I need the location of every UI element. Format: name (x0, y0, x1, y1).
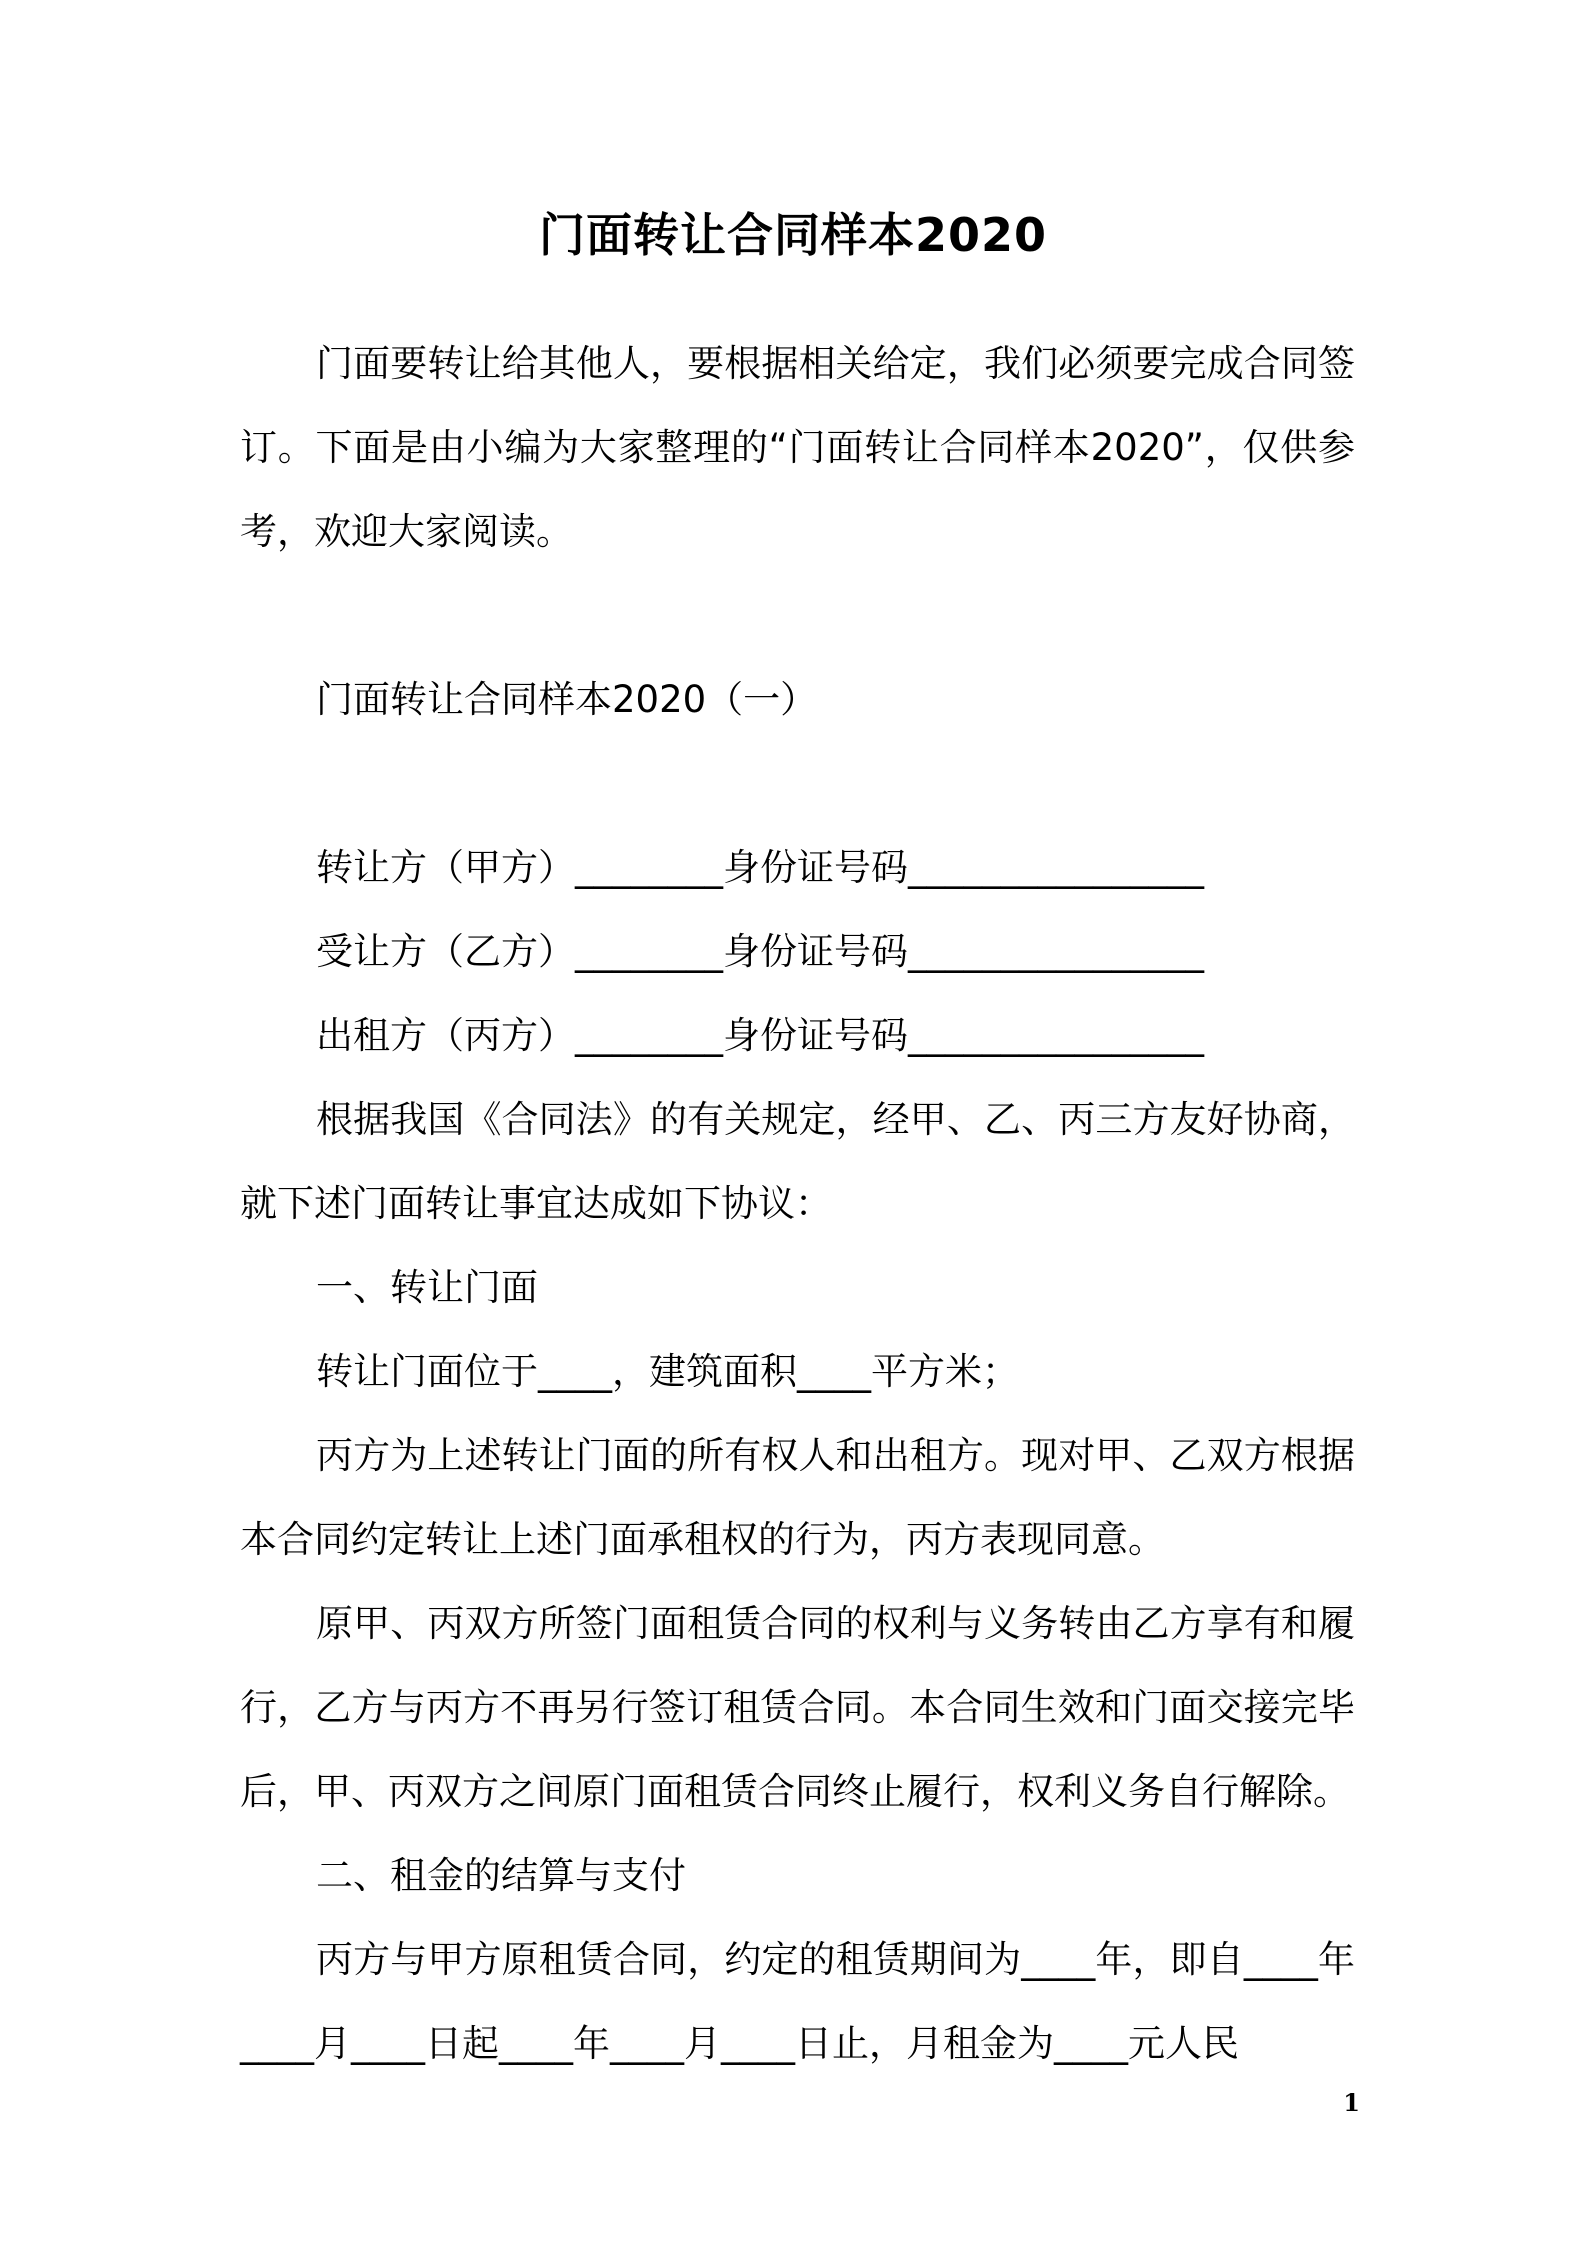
blank-line (240, 574, 1355, 658)
clause-text: 原甲、丙双方所签门面租赁合同的权利与义务转由乙方享有和履行，乙方与丙方不再另行签订租赁合同。本合同生效和门面交接完毕后，甲、丙双方之间原门面租赁合同终止履行，权利义务自行解除。 (240, 1602, 1355, 1813)
clause-heading-1: 一、转让门面 (316, 1266, 538, 1309)
blank-line (240, 742, 1355, 826)
agreement-preamble: 根据我国《合同法》的有关规定，经甲、乙、丙三方友好协商，就下述门面转让事宜达成如下协议： (240, 1098, 1355, 1225)
party-b-line: 受让方（乙方）________身份证号码________________ (316, 930, 1204, 973)
party-c-line: 出租方（丙方）________身份证号码________________ (316, 1014, 1204, 1057)
document-title: 门面转让合同样本2020 (538, 208, 1048, 262)
document-body (240, 322, 1355, 2086)
intro-paragraph: 门面要转让给其他人，要根据相关给定，我们必须要完成合同签订。下面是由小编为大家整理的“门面转让合同样本2020”，仅供参考，欢迎大家阅读。 (240, 342, 1355, 553)
clause-text: 丙方与甲方原租赁合同，约定的租赁期间为____年，即自____年____月____日起____年____月____日止，月租金为____元人民 (240, 1938, 1355, 2065)
clause-text: 丙方为上述转让门面的所有权人和出租方。现对甲、乙双方根据本合同约定转让上述门面承租权的行为，丙方表现同意。 (240, 1434, 1355, 1561)
page-number: 1 (1343, 2088, 1360, 2117)
clause-text: 转让门面位于____，建筑面积____平方米； (316, 1350, 1019, 1393)
party-a-line: 转让方（甲方）________身份证号码________________ (316, 846, 1204, 889)
section-heading: 门面转让合同样本2020（一） (316, 678, 818, 721)
clause-heading-2: 二、租金的结算与支付 (316, 1854, 686, 1897)
